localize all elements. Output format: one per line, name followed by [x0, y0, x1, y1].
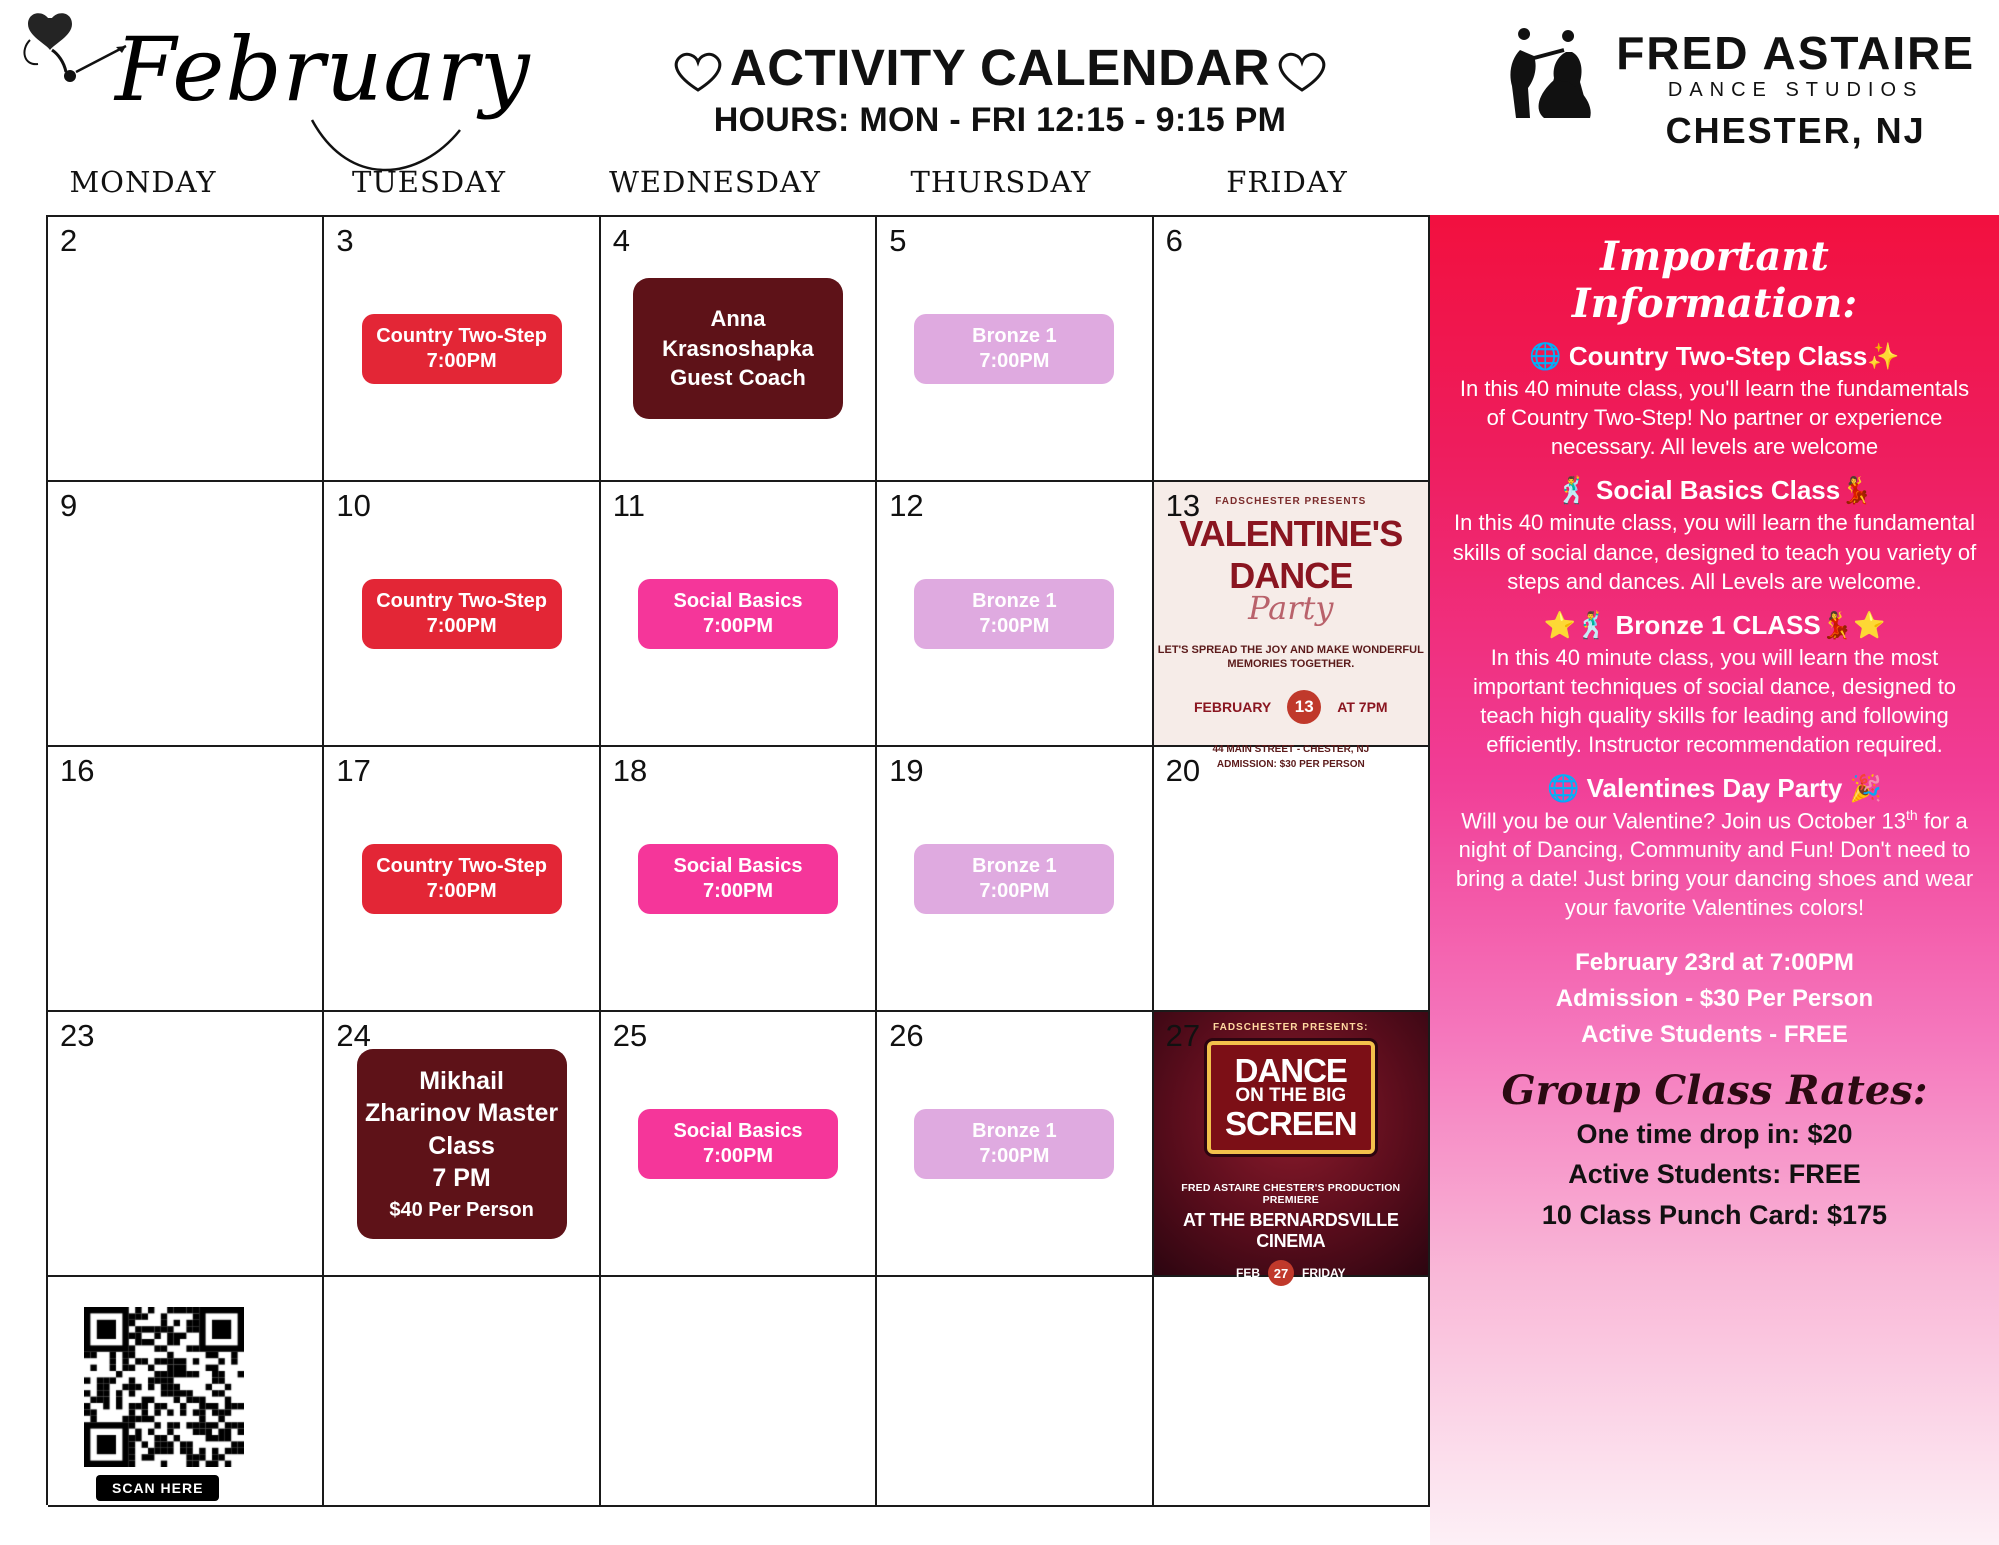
- dayname-tuesday: TUESDAY: [352, 165, 506, 199]
- flyer-month: FEB: [1236, 1266, 1260, 1281]
- info-body: In this 40 minute class, you will learn the most important techniques of social dance, designed to teach high quality skills for leading and following efficiently. Instructor recommendation required.: [1472, 644, 1957, 757]
- flyer-subtitle: Party: [1248, 589, 1334, 627]
- info-heading: ⭐🕺 Bronze 1 CLASS💃⭐: [1543, 609, 1886, 640]
- event-time: 7:00PM: [979, 349, 1050, 372]
- flyer-marquee: [1207, 1041, 1375, 1154]
- calendar-title-text: ACTIVITY CALENDAR: [729, 39, 1271, 96]
- calendar-day-cell: [324, 747, 600, 1012]
- event-title: Social Basics: [673, 1119, 803, 1142]
- day-number: 10: [336, 488, 371, 523]
- flyer-premiere: FRED ASTAIRE CHESTER'S PRODUCTION PREMIERE: [1181, 1182, 1401, 1207]
- event-bronze[interactable]: [914, 1109, 1114, 1179]
- day-number: 26: [889, 1018, 924, 1053]
- party-detail-line: Admission - $30 Per Person: [1555, 984, 1874, 1012]
- calendar-day-cell: [601, 1277, 877, 1507]
- day-number: 4: [612, 223, 631, 258]
- day-number: 3: [336, 223, 354, 258]
- flyer-cinema: AT THE BERNARDSVILLE CINEMA: [1182, 1210, 1399, 1252]
- scan-here-label: SCAN HERE: [96, 1475, 219, 1501]
- event-price: $40 Per Person: [389, 1198, 534, 1221]
- event-time: 7:00PM: [979, 614, 1050, 637]
- dayname-monday: MONDAY: [69, 165, 217, 199]
- flyer-day: 27: [1268, 1260, 1294, 1286]
- heart-icon: [670, 50, 726, 94]
- qr-code-icon[interactable]: [84, 1307, 244, 1467]
- event-time: 7:00PM: [426, 879, 497, 902]
- day-number: 19: [889, 753, 924, 788]
- event-master[interactable]: [357, 1049, 567, 1239]
- info-body: [1452, 806, 1977, 922]
- day-number: 13: [1165, 488, 1201, 523]
- group-class-rates-title: Group Class Rates:: [1501, 1066, 1928, 1114]
- party-detail-line: February 23rd at 7:00PM: [1575, 948, 1854, 976]
- info-panel-title: Important Information:: [1571, 233, 1858, 327]
- calendar-day-cell: [601, 482, 877, 747]
- calendar-day-cell: [48, 1012, 324, 1277]
- event-time: 7:00PM: [702, 614, 773, 637]
- calendar-day-cell: [48, 1277, 324, 1507]
- event-two-step[interactable]: [362, 314, 562, 384]
- info-body-ordinal: th: [1905, 807, 1918, 824]
- rate-line: Active Students: FREE: [1568, 1159, 1861, 1190]
- heart-icon: [1274, 50, 1330, 94]
- day-number: 6: [1165, 223, 1183, 258]
- brand-location: CHESTER, NJ: [1665, 110, 1926, 151]
- dayname-thursday: THURSDAY: [910, 165, 1092, 199]
- flyer-month: FEBRUARY: [1194, 698, 1272, 715]
- day-number: 18: [612, 753, 648, 788]
- event-title: Country Two-Step: [376, 589, 547, 612]
- event-bronze[interactable]: [914, 844, 1114, 914]
- flyer-tagline: LET'S SPREAD THE JOY AND MAKE WONDERFUL MEMORIES TOGETHER.: [1157, 644, 1424, 671]
- day-number: 5: [889, 223, 907, 258]
- event-time: 7:00PM: [702, 1144, 773, 1167]
- party-details: [1452, 945, 1977, 1053]
- calendar-title: [666, 38, 1334, 97]
- flyer-presents: FADSCHESTER PRESENTS:: [1213, 1022, 1369, 1033]
- day-events: [877, 217, 1151, 480]
- event-bronze[interactable]: [914, 579, 1114, 649]
- event-two-step[interactable]: [362, 844, 562, 914]
- calendar-day-cell: [48, 217, 324, 482]
- brand-block: [1494, 27, 1975, 152]
- day-number: 20: [1165, 753, 1201, 788]
- calendar-day-cell: [48, 482, 324, 747]
- rate-line: 10 Class Punch Card: $175: [1541, 1199, 1888, 1230]
- info-body-post: for a night of Dancing, Community and Fun! Don't need to bring a date! Just bring your dancing shoes and wear your favorite Valentines colors!: [1455, 808, 1974, 921]
- flyer-day: 13: [1287, 690, 1321, 724]
- event-title: Bronze 1: [972, 589, 1057, 612]
- brand-name: FRED ASTAIRE: [1616, 27, 1975, 79]
- event-social[interactable]: [638, 844, 838, 914]
- event-two-step[interactable]: [362, 579, 562, 649]
- calendar-day-cell: [48, 747, 324, 1012]
- event-title: Bronze 1: [972, 324, 1057, 347]
- event-title: Mikhail Zharinov Master Class: [365, 1066, 559, 1160]
- brand-text: [1616, 27, 1975, 152]
- event-title: Country Two-Step: [376, 854, 547, 877]
- calendar-day-cell: [324, 482, 600, 747]
- important-information-panel: [1430, 215, 1999, 1545]
- day-number: 16: [60, 753, 95, 788]
- month-title-block: [10, 0, 531, 180]
- event-time: 7:00PM: [426, 614, 497, 637]
- info-section-country-two-step: [1452, 341, 1977, 461]
- flyer-presents: FADSCHESTER PRESENTS: [1215, 496, 1367, 507]
- event-title: Anna Krasnoshapka Guest Coach: [662, 305, 814, 391]
- day-number: 12: [889, 488, 924, 523]
- calendar-day-cell: [324, 1277, 600, 1507]
- event-title: Country Two-Step: [376, 324, 547, 347]
- day-number: 9: [60, 488, 78, 523]
- info-heading: 🕺 Social Basics Class💃: [1556, 475, 1873, 506]
- day-name-row: [0, 165, 1430, 199]
- event-social[interactable]: [638, 1109, 838, 1179]
- event-social[interactable]: [638, 579, 838, 649]
- calendar-day-cell: [877, 482, 1153, 747]
- event-guest[interactable]: [633, 278, 843, 419]
- flyer-line1: DANCE: [1234, 1052, 1347, 1089]
- calendar-day-cell: [877, 1277, 1153, 1507]
- calendar-day-cell: [877, 747, 1153, 1012]
- flyer-line2: ON THE BIG: [1235, 1085, 1347, 1107]
- event-time: 7:00PM: [426, 349, 497, 372]
- dayname-friday: FRIDAY: [1226, 165, 1348, 199]
- flyer-weekday: FRIDAY: [1302, 1266, 1346, 1281]
- event-bronze[interactable]: [914, 314, 1114, 384]
- qr-code-block[interactable]: [84, 1307, 244, 1467]
- event-time: 7:00PM: [702, 879, 773, 902]
- info-body: In this 40 minute class, you will learn the fundamental skills of social dance, designed to teach you variety of steps and dances. All Levels are welcome.: [1452, 510, 1977, 594]
- day-events: [324, 217, 598, 480]
- calendar-day-cell: [877, 217, 1153, 482]
- calendar-day-cell: [877, 1012, 1153, 1277]
- info-section-bronze-1: [1452, 610, 1977, 759]
- event-title: Social Basics: [673, 589, 803, 612]
- event-time: 7:00PM: [979, 879, 1050, 902]
- calendar-day-cell: [324, 217, 600, 482]
- day-number: 2: [60, 223, 78, 258]
- info-body-pre: Will you be our Valentine? Join us October 13: [1461, 808, 1906, 834]
- calendar-day-cell: [1154, 1277, 1430, 1507]
- dance-couple-logo-icon: [1494, 32, 1604, 124]
- brand-subtitle: DANCE STUDIOS: [1667, 79, 1924, 101]
- calendar-hours: HOURS: MON - FRI 12:15 - 9:15 PM: [713, 101, 1287, 139]
- calendar-day-cell: [1154, 1012, 1430, 1281]
- info-section-valentines-party: [1452, 773, 1977, 923]
- event-title: Bronze 1: [972, 1119, 1057, 1142]
- event-time: 7:00PM: [979, 1144, 1050, 1167]
- event-title: Bronze 1: [972, 854, 1057, 877]
- event-title: Social Basics: [673, 854, 803, 877]
- calendar-day-cell: [1154, 482, 1430, 770]
- day-number: 24: [336, 1018, 371, 1053]
- page-header: [0, 0, 1999, 210]
- calendar-title-block: [600, 38, 1400, 140]
- flyer-date-row: [1194, 690, 1388, 724]
- dayname-wednesday: WEDNESDAY: [609, 165, 821, 199]
- day-events: [601, 217, 875, 480]
- day-number: 23: [60, 1018, 95, 1053]
- calendar-day-cell: [601, 747, 877, 1012]
- calendar-day-cell: [601, 217, 877, 482]
- flyer-time: AT 7PM: [1337, 698, 1388, 715]
- flyer-line3: SCREEN: [1225, 1105, 1357, 1143]
- flyer-address: 44 MAIN STREET - CHESTER, NJ ADMISSION: $30 PER PERSON: [1212, 743, 1370, 770]
- flyer-title: VALENTINE'S DANCE: [1179, 513, 1403, 596]
- day-number: 17: [336, 753, 371, 788]
- info-section-social-basics: [1452, 475, 1977, 595]
- calendar-day-cell: [1154, 747, 1430, 1012]
- day-number: 11: [612, 488, 645, 523]
- rate-line: One time drop in: $20: [1576, 1118, 1853, 1149]
- day-number: 25: [612, 1018, 648, 1053]
- info-heading: 🌐 Valentines Day Party 🎉: [1547, 772, 1882, 803]
- calendar-grid: [46, 215, 1430, 1505]
- info-body: In this 40 minute class, you'll learn the fundamentals of Country Two-Step! No partner or experience necessary. All levels are welcome: [1459, 376, 1970, 460]
- calendar-day-cell: [601, 1012, 877, 1277]
- day-number: 27: [1165, 1018, 1201, 1053]
- month-name: February: [115, 18, 531, 121]
- info-heading: 🌐 Country Two-Step Class✨: [1529, 341, 1900, 371]
- calendar-day-cell: [1154, 217, 1430, 482]
- calendar-day-cell: [324, 1012, 600, 1277]
- party-detail-line: Active Students - FREE: [1581, 1020, 1848, 1048]
- event-time: 7 PM: [432, 1164, 491, 1192]
